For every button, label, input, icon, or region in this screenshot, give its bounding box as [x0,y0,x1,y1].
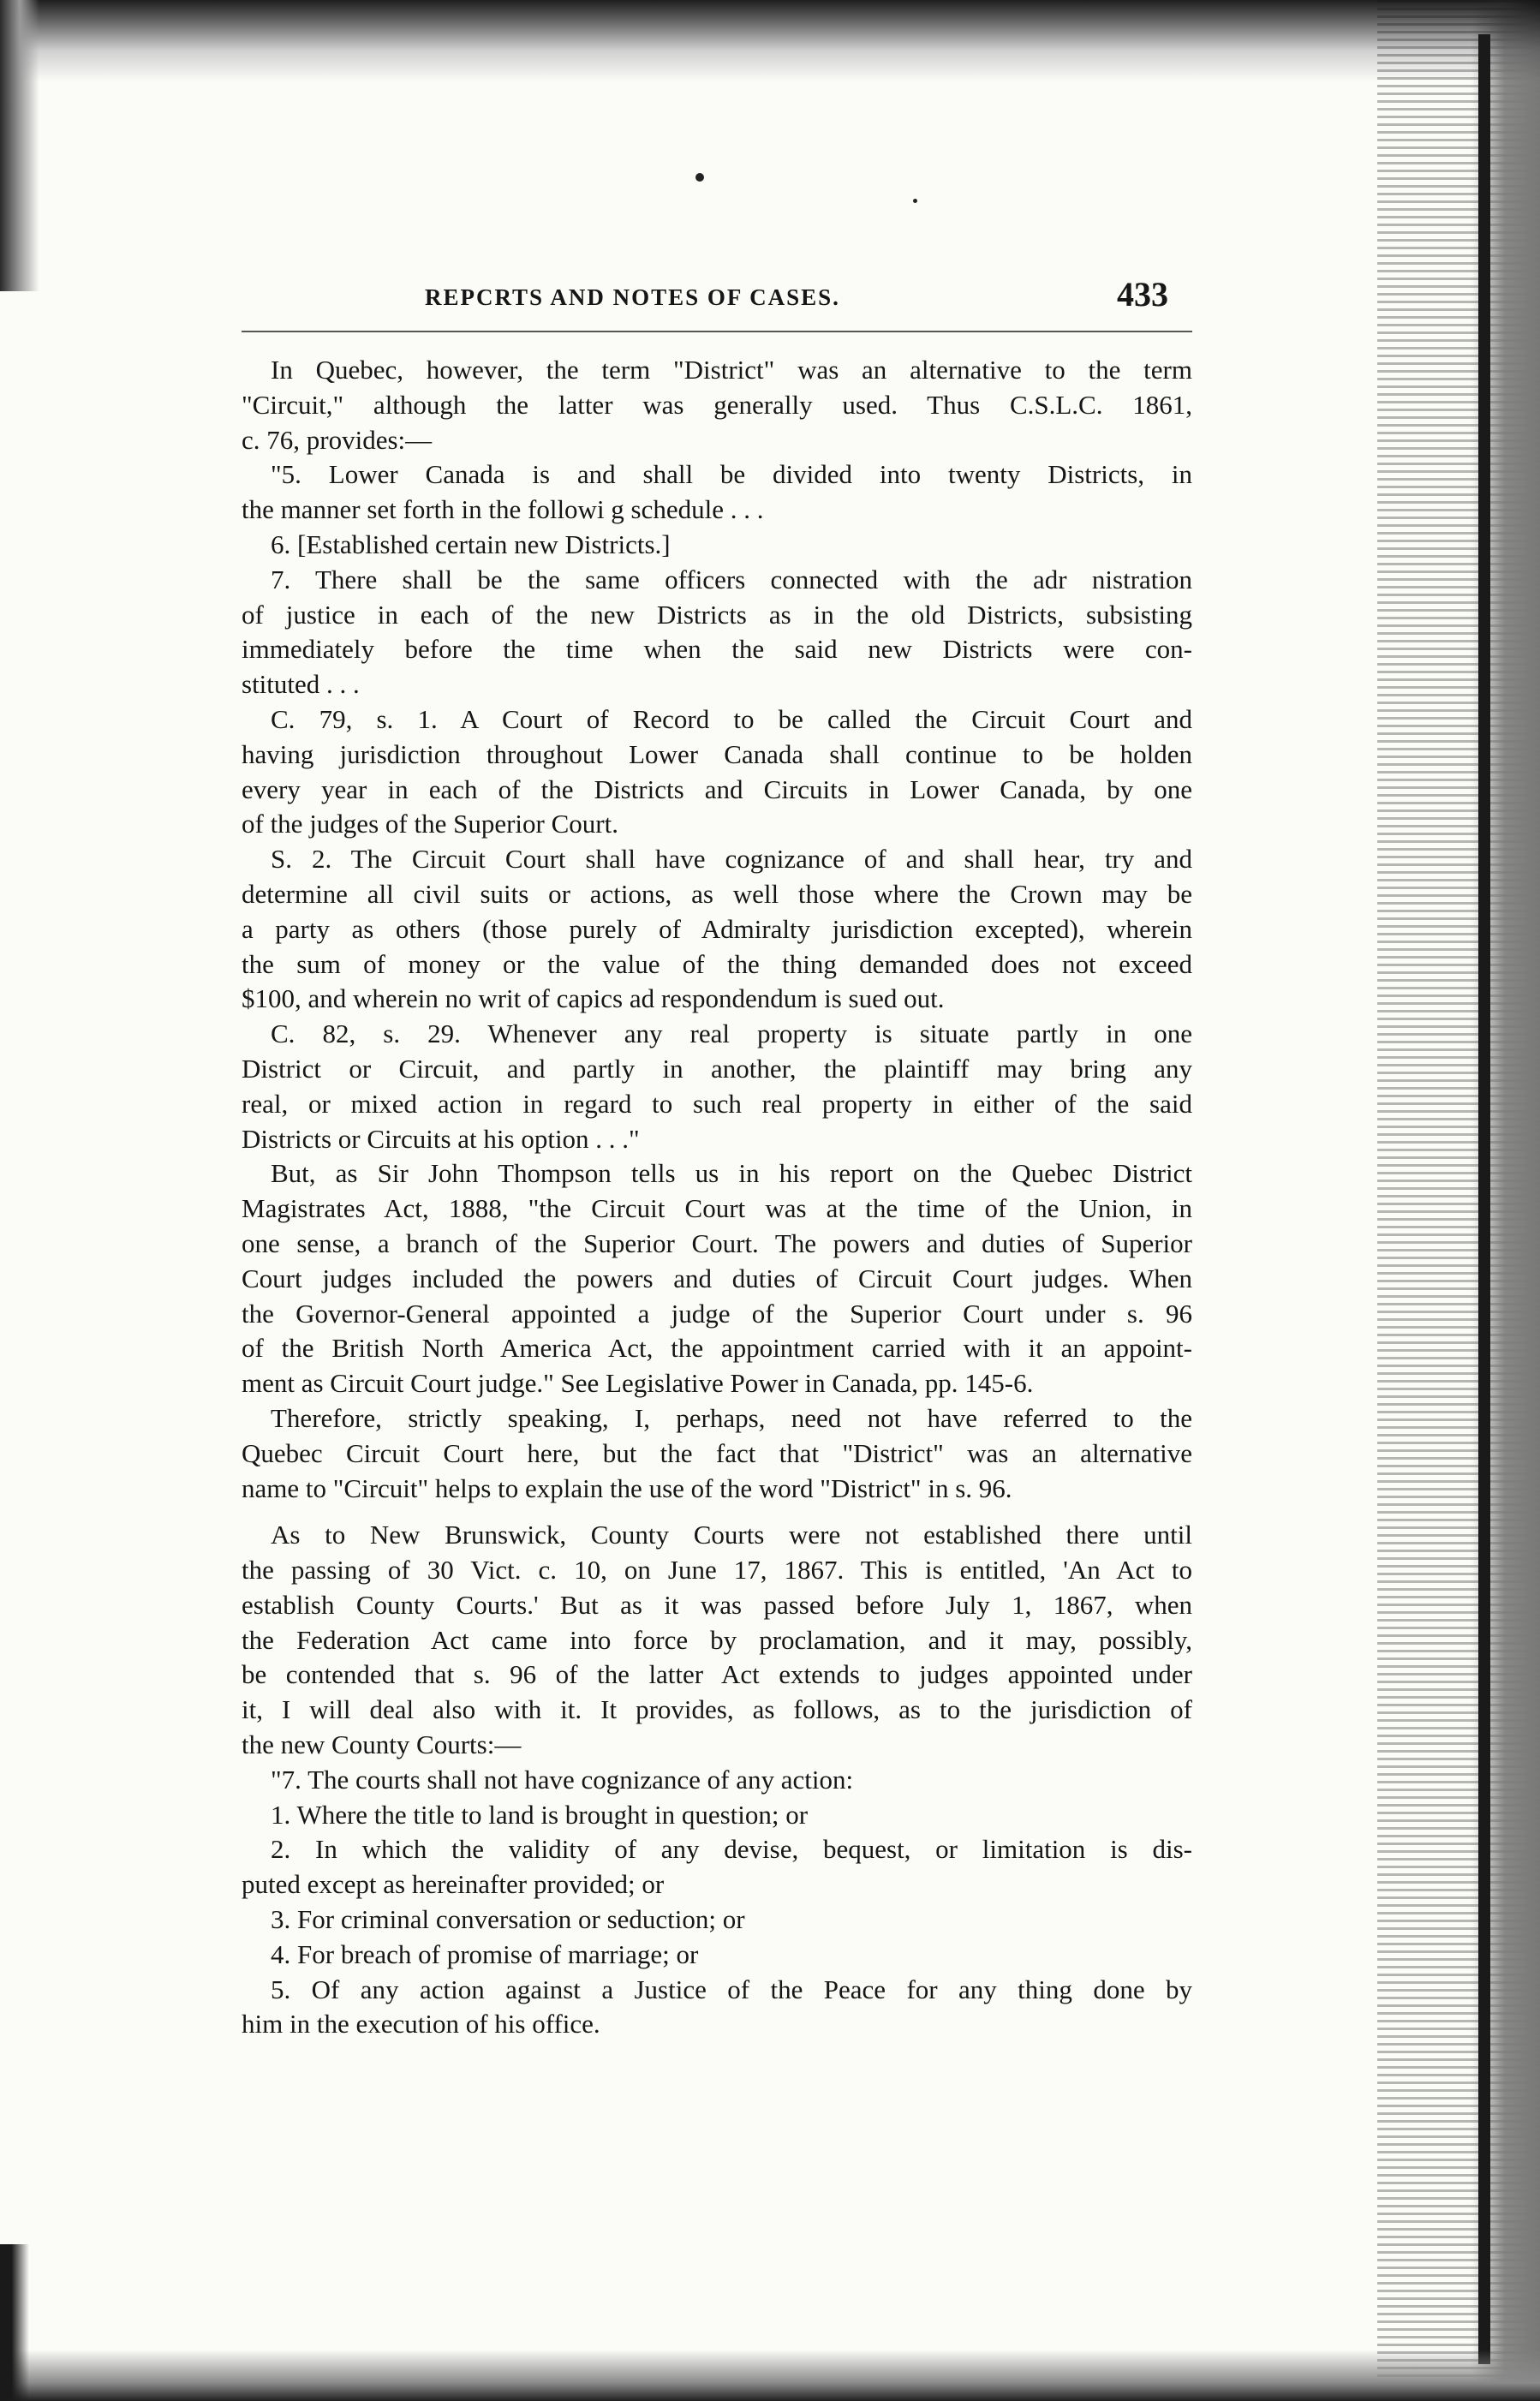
text-line: S. 2. The Circuit Court shall have cognizance of and shall hear, try and [271,844,1192,875]
text-line: In Quebec, however, the term "District" was an alternative to the term [271,355,1192,385]
text-line: District or Circuit, and partly in another, the plaintiff may bring any [242,1053,1192,1084]
text-line: Magistrates Act, 1888, "the Circuit Court was at the time of the Union, in [242,1193,1192,1224]
text-line: ment as Circuit Court judge." See Legislative Power in Canada, pp. 145-6. [242,1368,1034,1399]
text-line: $100, and wherein no writ of capics ad respondendum is sued out. [242,983,945,1014]
scan-bottom-left-mark [0,2244,29,2401]
text-line: As to New Brunswick, County Courts were not established there until [271,1520,1192,1550]
text-line: 1. Where the title to land is brought in question; or [271,1799,809,1830]
scan-left-shadow [0,0,39,291]
text-line: Quebec Circuit Court here, but the fact that "District" was an alternative [242,1437,1192,1468]
text-line: 4. For breach of promise of marriage; or [271,1938,699,1969]
text-line: it, I will deal also with it. It provides, as follows, as to the jurisdiction of [242,1694,1192,1725]
page-number: 433 [1117,275,1168,314]
text-line: be contended that s. 96 of the latter Act extends to judges appointed under [242,1659,1192,1690]
text-line: the new County Courts:— [242,1729,522,1760]
scan-right-dark-bar [1478,34,1490,2364]
text-line: establish County Courts.' But as it was passed before July 1, 1867, when [242,1589,1192,1620]
text-line: every year in each of the Districts and Circuits in Lower Canada, by one [242,773,1192,804]
text-line: 5. Of any action against a Justice of the Peace for any thing done by [271,1974,1192,2004]
text-line: Court judges included the powers and duties of Circuit Court judges. When [242,1263,1192,1293]
text-line: the manner set forth in the followi g schedule . . . [242,494,764,525]
text-line: one sense, a branch of the Superior Court. The powers and duties of Superior [242,1227,1192,1258]
text-line: name to "Circuit" helps to explain the use of the word "District" in s. 96. [242,1472,1012,1503]
scan-speck [695,173,704,182]
running-header [425,274,1196,322]
text-line: the sum of money or the value of the thing demanded does not exceed [242,948,1192,979]
text-line: But, as Sir John Thompson tells us in his report on the Quebec District [271,1158,1192,1189]
text-line: of justice in each of the new Districts as in the old Districts, subsisting [242,599,1192,630]
running-title: REPCRTS AND NOTES OF CASES. [425,284,840,310]
text-line: C. 82, s. 29. Whenever any real property is situate partly in one [271,1018,1192,1049]
text-line: Districts or Circuits at his option . . ." [242,1123,640,1154]
text-line: Therefore, strictly speaking, I, perhaps, need not have referred to the [271,1402,1192,1433]
text-line: the Federation Act came into force by proclamation, and it may, possibly, [242,1624,1192,1655]
text-line: 6. [Established certain new Districts.] [271,529,671,559]
text-line: "7. The courts shall not have cognizance of any action: [271,1764,854,1795]
text-line: the passing of 30 Vict. c. 10, on June 17, 1867. This is entitled, 'An Act to [242,1555,1192,1586]
scan-bottom-shadow [0,2350,1540,2401]
text-line: determine all civil suits or actions, as well those where the Crown may be [242,878,1192,909]
body-text [242,353,1192,2042]
header-rule [242,331,1192,332]
text-line: C. 79, s. 1. A Court of Record to be called the Circuit Court and [271,703,1192,734]
text-line: him in the execution of his office. [242,2009,600,2040]
text-line: of the British North America Act, the appointment carried with it an appoint- [242,1333,1192,1364]
text-line: a party as others (those purely of Admiralty jurisdiction excepted), wherein [242,913,1192,944]
text-line: c. 76, provides:— [242,424,433,455]
text-line: the Governor-General appointed a judge of the Superior Court under s. 96 [242,1298,1192,1329]
text-line: stituted . . . [242,669,360,700]
text-line: 2. In which the validity of any devise, bequest, or limitation is dis- [271,1834,1192,1865]
text-line: having jurisdiction throughout Lower Canada shall continue to be holden [242,738,1192,769]
text-line: real, or mixed action in regard to such real property in either of the said [242,1088,1192,1119]
text-line: 7. There shall be the same officers connected with the adr nistration [271,564,1192,594]
text-line: puted except as hereinafter provided; or [242,1869,665,1900]
text-line: "Circuit," although the latter was generally used. Thus C.S.L.C. 1861, [242,389,1192,420]
text-line: "5. Lower Canada is and shall be divided into twenty Districts, in [271,459,1192,490]
scan-speck [913,199,917,203]
text-line: 3. For criminal conversation or seduction; or [271,1904,745,1935]
text-line: immediately before the time when the said new Districts were con- [242,634,1192,665]
scan-right-binding-shadow [1377,0,1540,2401]
scan-top-shadow [0,0,1540,81]
text-line: of the judges of the Superior Court. [242,809,618,839]
paragraph-gap [242,1506,1192,1518]
